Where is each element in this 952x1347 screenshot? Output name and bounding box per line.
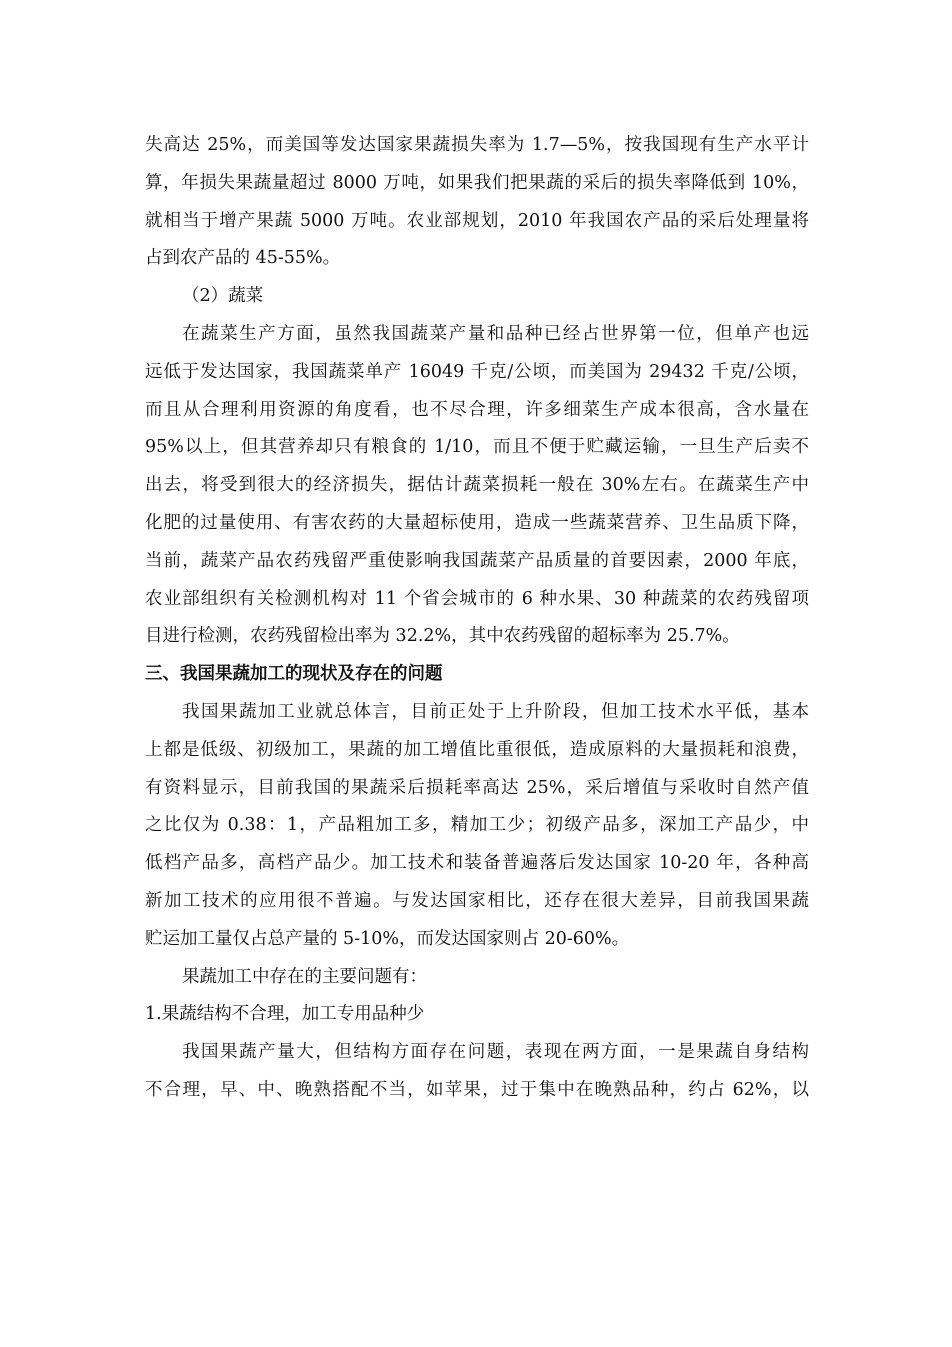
text-line: 95%以上，但其营养却只有粮食的 1/10，而且不便于贮藏运输，一旦生产后卖不 bbox=[145, 437, 809, 458]
text-line: 出去，将受到很大的经济损失，据估计蔬菜损耗一般在 30%左右。在蔬菜生产中 bbox=[145, 475, 809, 496]
text-line: 我国果蔬加工业就总体言，目前正处于上升阶段，但加工技术水平低，基本 bbox=[182, 701, 809, 722]
text-line: 不合理，早、中、晚熟搭配不当，如苹果，过于集中在晚熟品种，约占 62%，以 bbox=[145, 1079, 809, 1100]
text-line: 化肥的过量使用、有害农药的大量超标使用，造成一些蔬菜营养、卫生品质下降， bbox=[145, 512, 809, 533]
section-heading: 三、我国果蔬加工的现状及存在的问题 bbox=[145, 664, 443, 685]
text-line: 算，年损失果蔬量超过 8000 万吨，如果我们把果蔬的采后的损失率降低到 10%， bbox=[145, 172, 809, 193]
text-line: 而且从合理利用资源的角度看，也不尽合理，许多细菜生产成本很高，含水量在 bbox=[145, 399, 809, 420]
text-line: 农业部组织有关检测机构对 11 个省会城市的 6 种水果、30 种蔬菜的农药残留项 bbox=[145, 588, 809, 609]
text-line: 有资料显示，目前我国的果蔬采后损耗率高达 25%，采后增值与采收时自然产值 bbox=[145, 777, 809, 798]
text-line: 在蔬菜生产方面，虽然我国蔬菜产量和品种已经占世界第一位，但单产也远 bbox=[182, 323, 809, 344]
text-line: 远低于发达国家，我国蔬菜单产 16049 千克/公顷，而美国为 29432 千克/公顷， bbox=[145, 361, 809, 382]
text-line: 当前，蔬菜产品农药残留严重使影响我国蔬菜产品质量的首要因素，2000 年底， bbox=[145, 550, 809, 571]
subsection-title: （2）蔬菜 bbox=[182, 286, 264, 307]
list-item-title: 1.果蔬结构不合理，加工专用品种少 bbox=[145, 1004, 425, 1025]
text-line: 上都是低级、初级加工，果蔬的加工增值比重很低，造成原料的大量损耗和浪费， bbox=[145, 739, 809, 760]
text-line: 失高达 25%，而美国等发达国家果蔬损失率为 1.7—5%，按我国现有生产水平计 bbox=[145, 135, 809, 155]
text-line: 占到农产品的 45-55%。 bbox=[145, 248, 341, 269]
document-body bbox=[145, 127, 809, 1110]
text-line: 低档产品多，高档产品少。加工技术和装备普遍落后发达国家 10-20 年，各种高 bbox=[145, 853, 809, 874]
text-line: 果蔬加工中存在的主要问题有： bbox=[182, 966, 427, 987]
text-line: 目进行检测，农药残留检出率为 32.2%，其中农药残留的超标率为 25.7%。 bbox=[145, 626, 740, 647]
text-line: 我国果蔬产量大，但结构方面存在问题，表现在两方面，一是果蔬自身结构 bbox=[182, 1042, 809, 1063]
text-line: 新加工技术的应用很不普遍。与发达国家相比，还存在很大差异，目前我国果蔬 bbox=[145, 890, 809, 911]
text-line: 贮运加工量仅占总产量的 5-10%，而发达国家则占 20-60%。 bbox=[145, 928, 630, 949]
text-line: 就相当于增产果蔬 5000 万吨。农业部规划，2010 年我国农产品的采后处理量将 bbox=[145, 210, 809, 231]
text-line: 之比仅为 0.38：1，产品粗加工多，精加工少；初级产品多，深加工产品少，中 bbox=[145, 815, 809, 836]
